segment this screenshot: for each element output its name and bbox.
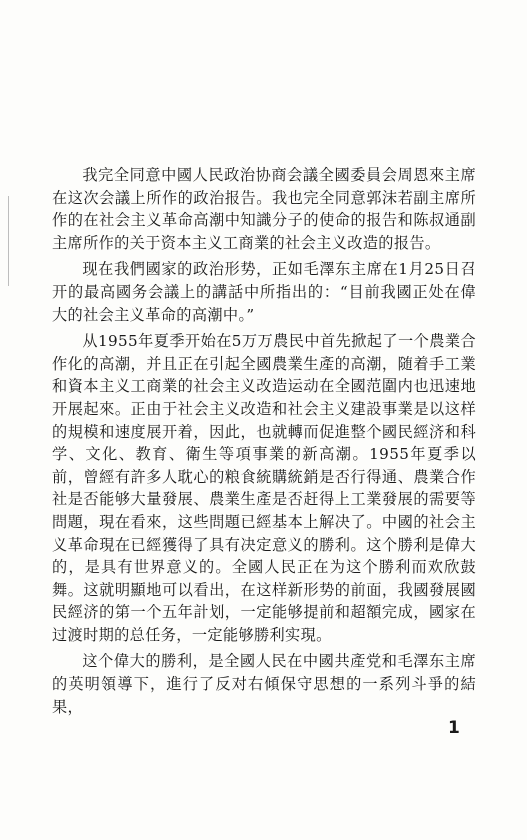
paragraph-2: 现在我們國家的政治形势，正如毛澤东主席在1月25日召开的最高國务会議上的講話中所指出的：“目前我國正处在偉大的社会主义革命的高潮中。” bbox=[52, 260, 476, 324]
paragraph-4: 这个偉大的勝利，是全國人民在中國共產党和毛澤东主席的英明領導下，進行了反对右傾保守思想的一系列斗爭的結果， bbox=[52, 652, 476, 716]
scan-edge-mark bbox=[8, 196, 9, 286]
body-text bbox=[52, 164, 476, 722]
paragraph-3: 从1955年夏季开始在5万万農民中首先掀起了一个農業合作化的高潮，并且正在引起全國農業生產的高潮，随着手工業和資本主义工商業的社会主义改造运动在全國范圍内也迅速地开展起來。正由于社会主义改造和社会主义建設事業是以这样的規模和速度展开着，因此，也就轉而促進整个國民經济和科学、文化、教育、衛生等項事業的新高潮。1955年夏季以前，曾經有許多人耽心的粮食統購統銷是否行得通、農業合作社是否能够大量發展、農業生產是否赶得上工業發展的需要等問題，現在看來，这些問題已經基本上解决了。中國的社会主义革命現在已經獲得了具有决定意义的勝利。这个勝利是偉大的，是具有世界意义的。全國人民正在为这个勝利而欢欣鼓舞。这就明顯地可以看出，在这样新形势的前面，我國發展國民經济的第一个五年計划，一定能够提前和超額完成，國家在过渡时期的总任务，一定能够勝利实現。 bbox=[52, 332, 476, 644]
page-number: 1 bbox=[448, 718, 460, 738]
paragraph-1: 我完全同意中國人民政治协商会議全國委員会周恩來主席在这次会議上所作的政治报告。我也完全同意郭沫若副主席所作的在社会主义革命高潮中知識分子的使命的报告和陈叔通副主席所作的关于资本主义工商業的社会主义改造的报告。 bbox=[52, 166, 476, 252]
